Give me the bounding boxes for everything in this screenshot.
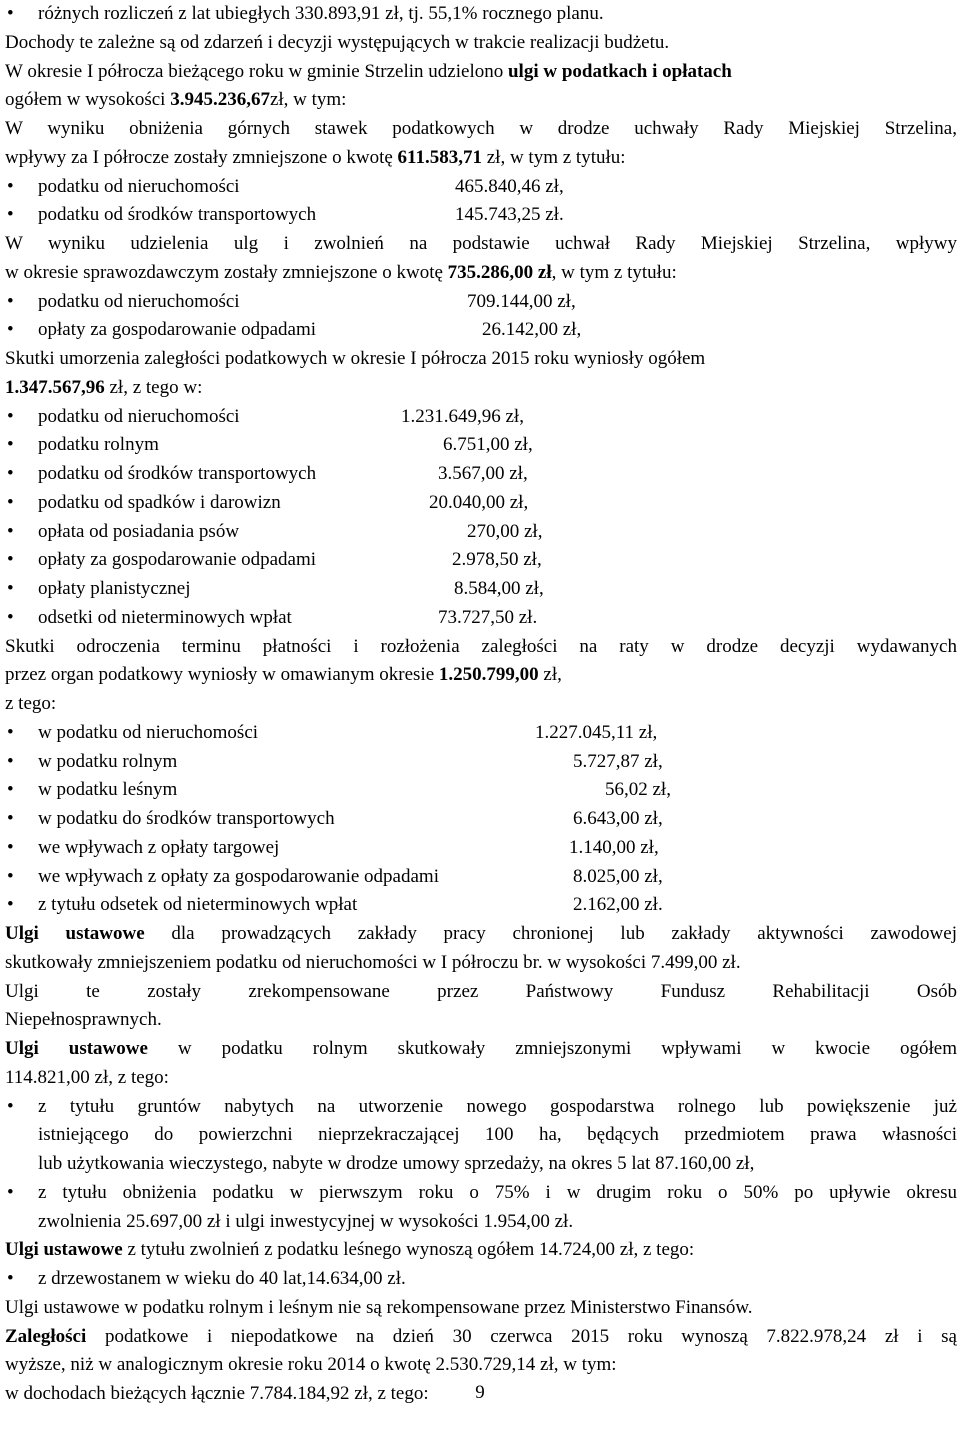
item-value: 73.727,50 zł. [438,606,538,628]
item-value: 56,02 zł, [605,779,671,801]
item-label: odsetki od nieterminowych wpłat [38,606,292,628]
paragraph-line [5,690,957,719]
list-item [5,575,957,604]
text: z tego: [5,693,57,714]
item-value: 1.140,00 zł, [569,836,659,858]
paragraph-line [5,1236,957,1265]
item-value: 20.040,00 zł, [429,491,529,513]
paragraph-line [5,633,957,662]
bold-text: Ulgi ustawowe [5,1239,123,1261]
text: zwolnienia 25.697,00 zł i ulgi inwestycyjnej w wysokości 1.954,00 zł. [38,1210,574,1232]
item-label: podatku rolnym [38,434,159,456]
text: z tytułu obniżenia podatku w pierwszym roku o 75% i w drugim roku o 50% po upływie okresu [38,1181,957,1203]
item-label: opłata od posiadania psów [38,520,240,542]
list-item [5,1265,957,1294]
paragraph-line [5,1351,957,1380]
item-value: 1.231.649,96 zł, [401,405,524,427]
text: w podatku rolnym skutkowały zmniejszonymi wpływami w kwocie ogółem [147,1038,957,1059]
text: w dochodach bieżących łącznie 7.784.184,92 zł, z tego: [5,1383,429,1404]
paragraph-line [5,115,957,144]
paragraph-line [5,345,957,374]
list-item [5,489,957,518]
bold-text: Ulgi ustawowe [5,1038,148,1059]
paragraph-line [5,1035,957,1064]
document-page [5,0,957,1409]
list-item [5,834,957,863]
list-item-continuation [5,1208,957,1237]
paragraph-line [5,259,957,288]
item-label: podatku od środków transportowych [38,204,317,226]
text: wpływy za I półrocze zostały zmniejszone o kwotę [5,146,398,168]
paragraph-line [5,920,957,949]
list-item [5,776,957,805]
bold-text: Zaległości [5,1325,87,1347]
list-item [5,1179,957,1208]
item-label: we wpływach z opłaty za gospodarowanie odpadami [38,865,439,887]
item-value: 3.567,00 zł, [438,463,528,484]
item-value: 145.743,25 zł. [455,204,564,226]
paragraph-line [5,144,957,173]
item-label: opłaty planistycznej [38,578,191,599]
item-value: 2.162,00 zł. [573,894,663,916]
bold-text: Ulgi ustawowe [5,923,145,944]
text: dla prowadzących zakłady pracy chronionej lub zakłady aktywności zawodowej [144,923,957,944]
item-label: podatku od spadków i darowizn [38,491,281,513]
item-label: podatku od nieruchomości [38,405,240,427]
list-item [5,748,957,777]
text: , w tym z tytułu: [551,261,677,283]
item-label: podatku od środków transportowych [38,463,317,484]
paragraph-line [5,230,957,259]
bold-text: 1.347.567,96 [5,376,105,398]
list-item [5,891,957,920]
paragraph-line [5,1064,957,1093]
list-item [5,805,957,834]
bold-text: 1.250.799,00 [438,664,539,686]
paragraph-line [5,374,957,403]
item-label: w podatku rolnym [38,750,178,772]
text: Dochody te zależne są od zdarzeń i decyzji występujących w trakcie realizacji budżetu. [5,31,670,53]
text: Ulgi ustawowe w podatku rolnym i leśnym nie są rekompensowane przez Ministerstwo Finansów. [5,1296,753,1318]
item-label: podatku od nieruchomości [38,290,240,312]
item-value: 1.227.045,11 zł, [535,721,658,743]
list-item [5,460,957,489]
text: wyższe, niż w analogicznym okresie roku 2014 o kwotę 2.530.729,14 zł, w tym: [5,1354,617,1376]
bold-text: ulgi w podatkach i opłatach [507,60,732,82]
paragraph-line [5,949,957,978]
text: istniejącego do powierzchni nieprzekraczającej 100 ha, będących przedmiotem prawa własności [38,1124,957,1146]
list-item-continuation [5,1150,957,1179]
list-item [5,288,957,317]
text: Ulgi te zostały zrekompensowane przez Państwowy Fundusz Rehabilitacji Osób [5,980,957,1002]
list-item-continuation [5,1121,957,1150]
bold-text: 3.945.236,67 [170,89,270,111]
item-value: 6.643,00 zł, [573,808,663,829]
text: W okresie I półrocza bieżącego roku w gminie Strzelin udzielono [5,60,508,82]
text: Skutki odroczenia terminu płatności i rozłożenia zaległości na raty w drodze decyzji wydawanych [5,635,957,657]
paragraph-line [5,1294,957,1323]
text: ogółem w wysokości [5,89,171,111]
list-item [5,403,957,432]
list-item [5,518,957,547]
item-label: w podatku leśnym [38,779,178,801]
paragraph-line [5,661,957,690]
text: Skutki umorzenia zaległości podatkowych w okresie I półrocza 2015 roku wyniosły ogółem [5,348,706,369]
text: zł, w tym z tytułu: [482,146,626,168]
text: w okresie sprawozdawczym zostały zmniejszone o kwotę [5,261,448,283]
text: z drzewostanem w wieku do 40 lat,14.634,00 zł. [38,1268,406,1289]
list-item [5,1093,957,1122]
text: podatkowe i niepodatkowe na dzień 30 czerwca 2015 roku wynoszą 7.822.978,24 zł i są [86,1325,957,1347]
item-label: opłaty za gospodarowanie odpadami [38,319,317,341]
paragraph-line [5,1006,957,1035]
text: W wyniku udzielenia ulg i zwolnień na podstawie uchwał Rady Miejskiej Strzelina, wpływy [5,233,957,254]
item-label: w podatku od nieruchomości [38,721,259,743]
list-item [5,719,957,748]
text: zł, [538,664,562,686]
list-item [5,201,957,230]
item-label: podatku od nieruchomości [38,175,240,197]
list-item [5,431,957,460]
text: Niepełnosprawnych. [5,1009,162,1031]
item-value: 6.751,00 zł, [443,434,533,456]
text: 114.821,00 zł, z tego: [5,1066,169,1088]
bold-text: 735.286,00 zł [447,261,552,283]
paragraph-line [5,86,957,115]
list-item [5,316,957,345]
text: z tytułu zwolnień z podatku leśnego wynoszą ogółem 14.724,00 zł, z tego: [122,1239,695,1261]
item-value: 8.584,00 zł, [454,578,544,599]
text: skutkowały zmniejszeniem podatku od nieruchomości w I półroczu br. w wysokości 7.499,00 zł. [5,951,741,973]
item-value: 709.144,00 zł, [467,290,576,312]
item-value: 270,00 zł, [467,520,543,542]
item-label: z tytułu odsetek od nieterminowych wpłat [38,894,358,916]
text: lub użytkowania wieczystego, nabyte w drodze umowy sprzedaży, na okres 5 lat 87.160,00 zł, [38,1153,755,1174]
bullet-line [5,0,957,29]
item-label: we wpływach z opłaty targowej [38,836,280,858]
item-value: 8.025,00 zł, [573,865,663,887]
paragraph-line [5,29,957,58]
list-item [5,604,957,633]
paragraph-line [5,978,957,1007]
list-item [5,173,957,202]
bold-text: 611.583,71 [397,146,482,168]
text: W wyniku obniżenia górnych stawek podatkowych w drodze uchwały Rady Miejskiej Strzelina, [5,118,957,139]
text: z tytułu gruntów nabytych na utworzenie nowego gospodarstwa rolnego lub powiększenie już [38,1095,957,1117]
list-item [5,546,957,575]
item-label: opłaty za gospodarowanie odpadami [38,549,317,571]
text: zł, z tego w: [104,376,203,398]
text: przez organ podatkowy wyniosły w omawianym okresie [5,664,439,686]
item-value: 5.727,87 zł, [573,750,663,772]
text: różnych rozliczeń z lat ubiegłych 330.893,91 zł, tj. 55,1% rocznego planu. [38,3,604,24]
item-label: w podatku do środków transportowych [38,808,335,829]
list-item [5,863,957,892]
item-value: 465.840,46 zł, [455,175,564,197]
text: zł, w tym: [269,89,347,111]
paragraph-line [5,1323,957,1352]
item-value: 26.142,00 zł, [482,319,582,341]
paragraph-line [5,58,957,87]
item-value: 2.978,50 zł, [452,549,542,571]
page-number: 9 [475,1382,485,1403]
